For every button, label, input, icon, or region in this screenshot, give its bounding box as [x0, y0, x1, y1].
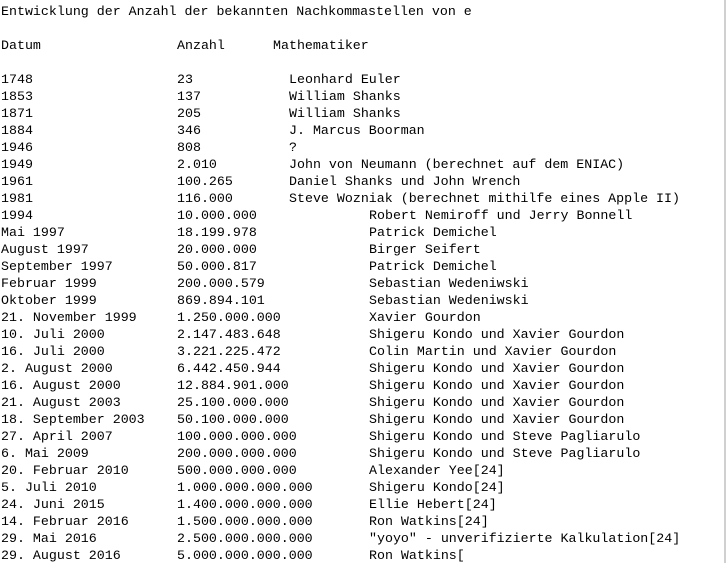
row-mathematician: Shigeru Kondo und Steve Pagliarulo [369, 429, 641, 444]
row-date: 1994 [1, 208, 33, 223]
row-mathematician: Shigeru Kondo und Steve Pagliarulo [369, 446, 641, 461]
row-date: 1748 [1, 72, 33, 87]
row-date: 1871 [1, 106, 33, 121]
row-mathematician: Patrick Demichel [369, 259, 497, 274]
row-mathematician: Steve Wozniak (berechnet mithilfe eines Apple II) [289, 191, 680, 206]
row-count: 25.100.000.000 [177, 395, 289, 410]
row-mathematician: Xavier Gourdon [369, 310, 481, 325]
row-mathematician: Shigeru Kondo und Xavier Gourdon [369, 361, 625, 376]
row-count: 18.199.978 [177, 225, 257, 240]
row-count: 100.265 [177, 174, 233, 189]
row-count: 100.000.000.000 [177, 429, 297, 444]
row-count: 1.500.000.000.000 [177, 514, 313, 529]
row-count: 12.884.901.000 [177, 378, 289, 393]
row-date: 6. Mai 2009 [1, 446, 89, 461]
row-count: 500.000.000.000 [177, 463, 297, 478]
row-mathematician: Shigeru Kondo und Xavier Gourdon [369, 412, 625, 427]
row-mathematician: Shigeru Kondo und Xavier Gourdon [369, 395, 625, 410]
row-count: 50.000.817 [177, 259, 257, 274]
row-mathematician: Ron Watkins[ [369, 548, 465, 563]
row-date: 1949 [1, 157, 33, 172]
row-mathematician: "yoyo" - unverifizierte Kalkulation[24] [369, 531, 681, 546]
row-date: 18. September 2003 [1, 412, 145, 427]
row-date: 21. August 2003 [1, 395, 121, 410]
row-mathematician: J. Marcus Boorman [289, 123, 425, 138]
row-count: 116.000 [177, 191, 233, 206]
header-count: Anzahl [177, 38, 225, 53]
row-count: 3.221.225.472 [177, 344, 281, 359]
row-count: 23 [177, 72, 193, 87]
row-count: 10.000.000 [177, 208, 257, 223]
row-mathematician: John von Neumann (berechnet auf dem ENIAC) [289, 157, 625, 172]
row-count: 1.000.000.000.000 [177, 480, 313, 495]
row-count: 346 [177, 123, 201, 138]
row-count: 2.500.000.000.000 [177, 531, 313, 546]
row-mathematician: Ron Watkins[24] [369, 514, 489, 529]
row-date: 1853 [1, 89, 33, 104]
header-date: Datum [1, 38, 41, 53]
row-count: 50.100.000.000 [177, 412, 289, 427]
row-date: 1961 [1, 174, 33, 189]
row-mathematician: Alexander Yee[24] [369, 463, 505, 478]
row-mathematician: William Shanks [289, 89, 401, 104]
row-mathematician: Colin Martin und Xavier Gourdon [369, 344, 617, 359]
row-date: September 1997 [1, 259, 113, 274]
row-count: 2.010 [177, 157, 217, 172]
row-date: 10. Juli 2000 [1, 327, 105, 342]
row-date: 16. Juli 2000 [1, 344, 105, 359]
row-date: 1981 [1, 191, 33, 206]
header-mathematician: Mathematiker [273, 38, 369, 53]
row-date: 21. November 1999 [1, 310, 137, 325]
row-date: 5. Juli 2010 [1, 480, 97, 495]
row-mathematician: ? [289, 140, 297, 155]
row-date: Februar 1999 [1, 276, 97, 291]
row-count: 137 [177, 89, 201, 104]
row-mathematician: Shigeru Kondo[24] [369, 480, 505, 495]
row-mathematician: Daniel Shanks und John Wrench [289, 174, 521, 189]
document-title: Entwicklung der Anzahl der bekannten Nachkommastellen von e [1, 4, 472, 19]
row-date: 16. August 2000 [1, 378, 121, 393]
row-mathematician: William Shanks [289, 106, 401, 121]
row-date: 29. August 2016 [1, 548, 121, 563]
row-count: 200.000.579 [177, 276, 265, 291]
row-count: 1.400.000.000.000 [177, 497, 313, 512]
row-count: 205 [177, 106, 201, 121]
row-date: 20. Februar 2010 [1, 463, 129, 478]
row-mathematician: Shigeru Kondo und Xavier Gourdon [369, 378, 625, 393]
row-count: 2.147.483.648 [177, 327, 281, 342]
row-mathematician: Sebastian Wedeniwski [369, 276, 529, 291]
row-mathematician: Robert Nemiroff und Jerry Bonnell [369, 208, 633, 223]
row-date: 14. Februar 2016 [1, 514, 129, 529]
row-mathematician: Birger Seifert [369, 242, 481, 257]
row-mathematician: Ellie Hebert[24] [369, 497, 497, 512]
row-mathematician: Sebastian Wedeniwski [369, 293, 529, 308]
row-mathematician: Shigeru Kondo und Xavier Gourdon [369, 327, 625, 342]
row-date: 1884 [1, 123, 33, 138]
row-date: Oktober 1999 [1, 293, 97, 308]
row-count: 1.250.000.000 [177, 310, 281, 325]
row-date: Mai 1997 [1, 225, 65, 240]
row-date: 29. Mai 2016 [1, 531, 97, 546]
row-count: 6.442.450.944 [177, 361, 281, 376]
row-date: 2. August 2000 [1, 361, 113, 376]
row-mathematician: Leonhard Euler [289, 72, 401, 87]
row-count: 869.894.101 [177, 293, 265, 308]
row-count: 808 [177, 140, 201, 155]
row-date: 24. Juni 2015 [1, 497, 105, 512]
row-count: 20.000.000 [177, 242, 257, 257]
row-count: 200.000.000.000 [177, 446, 297, 461]
row-count: 5.000.000.000.000 [177, 548, 313, 563]
row-date: 27. April 2007 [1, 429, 113, 444]
row-date: August 1997 [1, 242, 89, 257]
row-mathematician: Patrick Demichel [369, 225, 497, 240]
row-date: 1946 [1, 140, 33, 155]
